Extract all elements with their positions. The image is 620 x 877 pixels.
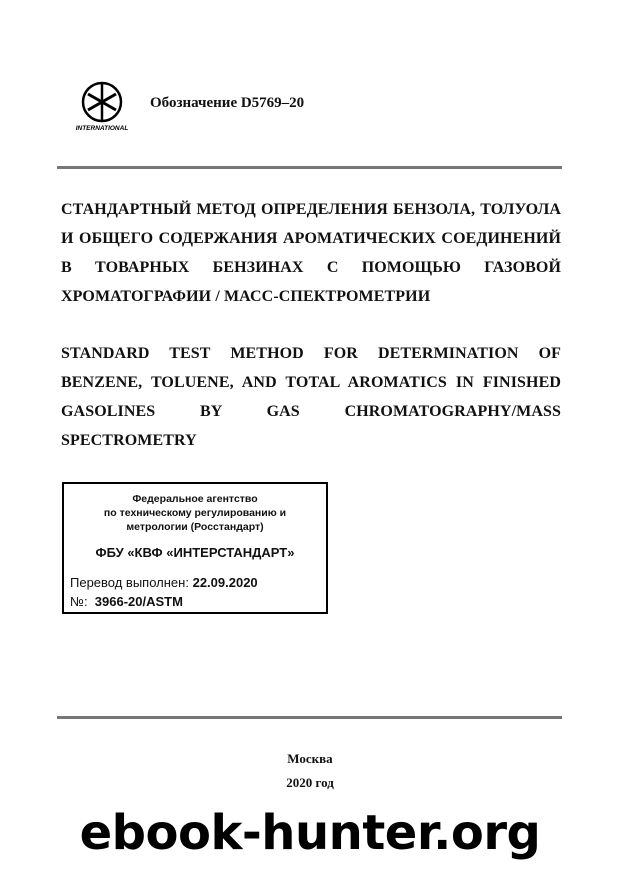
publication-city: Москва bbox=[287, 751, 333, 766]
title-english: STANDARD TEST METHOD FOR DETERMINATION OF BENZENE, TOLUENE, AND TOTAL AROMATICS IN FINISHED GASOLINES BY GAS CHROMATOGRAPHY/MASS SPECTROMETRY bbox=[61, 345, 561, 449]
stamp-agency: Федеральное агентство по техническому регулированию и метрологии (Росстандарт) bbox=[103, 493, 287, 533]
number-label: №: bbox=[70, 594, 88, 609]
top-divider bbox=[57, 166, 562, 169]
number-value: 3966-20/ASTM bbox=[94, 594, 183, 609]
translation-date: 22.09.2020 bbox=[192, 575, 258, 590]
svg-text:INTERNATIONAL: INTERNATIONAL bbox=[75, 125, 129, 132]
stamp-organization: ФБУ «КВФ «ИНТЕРСТАНДАРТ» bbox=[95, 545, 295, 560]
translation-label: Перевод выполнен: bbox=[70, 575, 189, 590]
astm-logo bbox=[74, 80, 130, 132]
stamp-translation-line bbox=[70, 575, 258, 590]
title-russian: СТАНДАРТНЫЙ МЕТОД ОПРЕДЕЛЕНИЯ БЕНЗОЛА, ТОЛУОЛА И ОБЩЕГО СОДЕРЖАНИЯ АРОМАТИЧЕСКИХ СОЕДИНЕНИЙ В ТОВАРНЫХ БЕНЗИНАХ С ПОМОЩЬЮ ГАЗОВОЙ ХРОМАТОГРАФИИ / МАСС-СПЕКТРОМЕТРИИ bbox=[61, 201, 561, 305]
watermark-text: ebook-hunter.org bbox=[79, 805, 541, 861]
stamp-number-line bbox=[70, 594, 183, 609]
publication-year: 2020 год bbox=[286, 775, 334, 790]
translation-stamp bbox=[62, 482, 328, 614]
document-designation: Обозначение D5769–20 bbox=[150, 95, 305, 111]
bottom-divider bbox=[57, 716, 562, 719]
